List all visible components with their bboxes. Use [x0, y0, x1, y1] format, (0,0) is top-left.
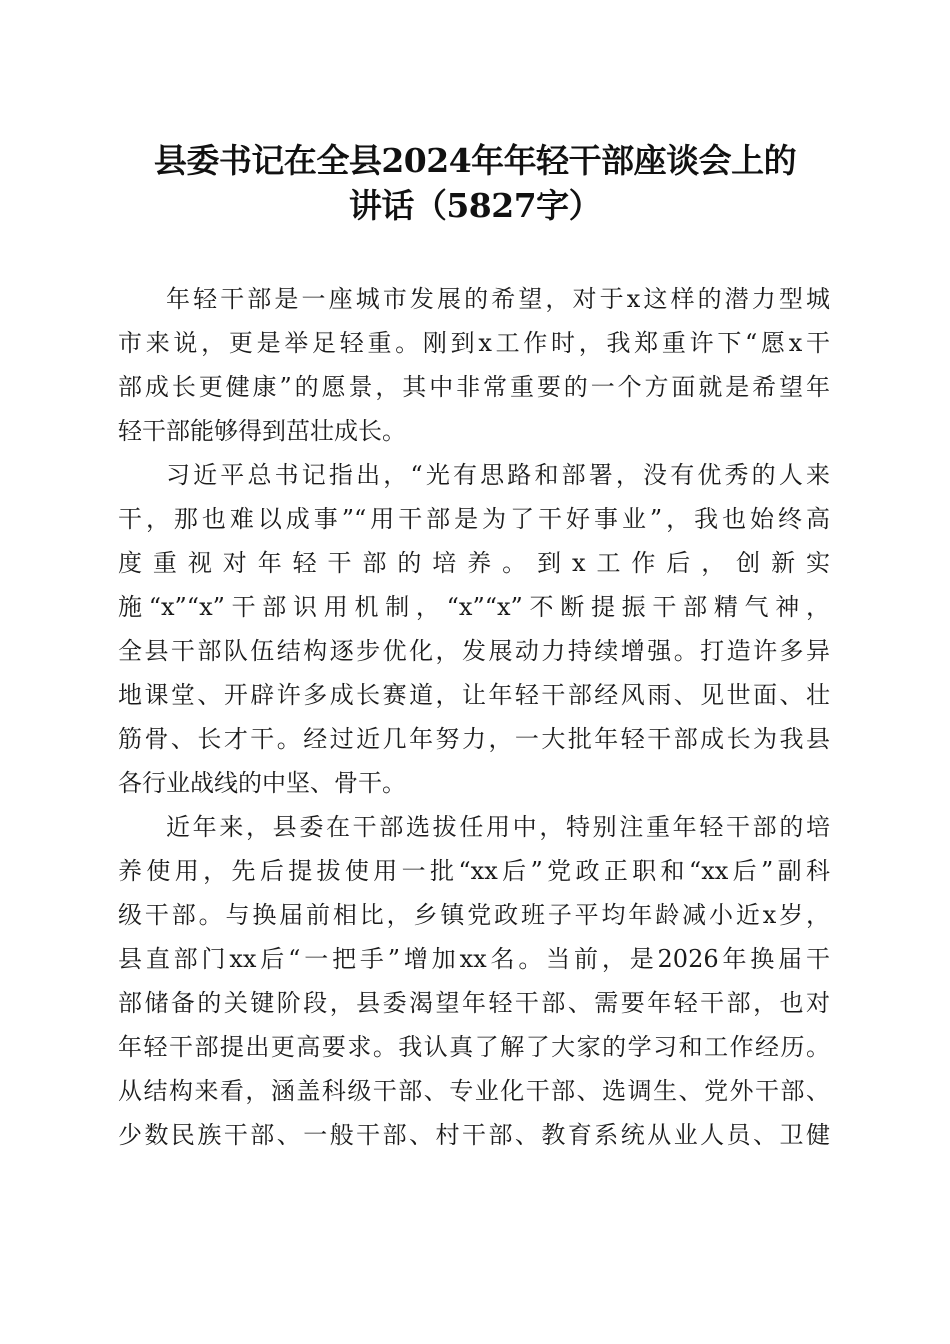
paragraph-3 — [118, 805, 830, 1157]
paragraph-line: 少数民族干部、一般干部、村干部、教育系统从业人员、卫健 — [118, 1121, 830, 1149]
paragraph-line: 级干部。与换届前相比，乡镇党政班子平均年龄减小近x岁， — [118, 901, 830, 929]
document-title-line-2: 讲话（5827字） — [348, 186, 602, 225]
paragraph-line: 近年来，县委在干部选拔任用中，特别注重年轻干部的培 — [166, 813, 830, 841]
paragraph-line: 部储备的关键阶段，县委渴望年轻干部、需要年轻干部，也对 — [118, 989, 830, 1017]
paragraph-line: 年轻干部是一座城市发展的希望，对于x这样的潜力型城 — [166, 285, 830, 313]
paragraph-2 — [118, 453, 830, 805]
paragraph-line: 部成长更健康”的愿景，其中非常重要的一个方面就是希望年 — [118, 373, 830, 401]
paragraph-line: 养使用，先后提拔使用一批“xx后”党政正职和“xx后”副科 — [118, 857, 830, 885]
paragraph-line: 县直部门xx后“一把手”增加xx名。当前，是2026年换届干 — [118, 945, 830, 973]
paragraph-line: 度重视对年轻干部的培养。到x工作后，创新实 — [118, 549, 830, 577]
paragraph-line: 年轻干部提出更高要求。我认真了解了大家的学习和工作经历。 — [118, 1033, 830, 1061]
paragraph-line: 施“x”“x”干部识用机制，“x”“x”不断提振干部精气神， — [118, 593, 830, 621]
paragraph-line: 从结构来看，涵盖科级干部、专业化干部、选调生、党外干部、 — [118, 1077, 830, 1105]
paragraph-line: 习近平总书记指出，“光有思路和部署，没有优秀的人来 — [166, 461, 830, 489]
paragraph-line: 各行业战线的中坚、骨干。 — [118, 769, 406, 797]
paragraph-line: 市来说，更是举足轻重。刚到x工作时，我郑重许下“愿x干 — [118, 329, 830, 357]
paragraph-line: 地课堂、开辟许多成长赛道，让年轻干部经风雨、见世面、壮 — [118, 681, 830, 709]
paragraph-line: 轻干部能够得到茁壮成长。 — [118, 417, 406, 445]
paragraph-line: 筋骨、长才干。经过近几年努力，一大批年轻干部成长为我县 — [118, 725, 830, 753]
document-title-line-1: 县委书记在全县2024年年轻干部座谈会上的 — [153, 141, 797, 180]
paragraph-line: 全县干部队伍结构逐步优化，发展动力持续增强。打造许多异 — [118, 637, 830, 665]
paragraph-1 — [118, 277, 830, 453]
paragraph-line: 干，那也难以成事”“用干部是为了干好事业”，我也始终高 — [118, 505, 830, 533]
